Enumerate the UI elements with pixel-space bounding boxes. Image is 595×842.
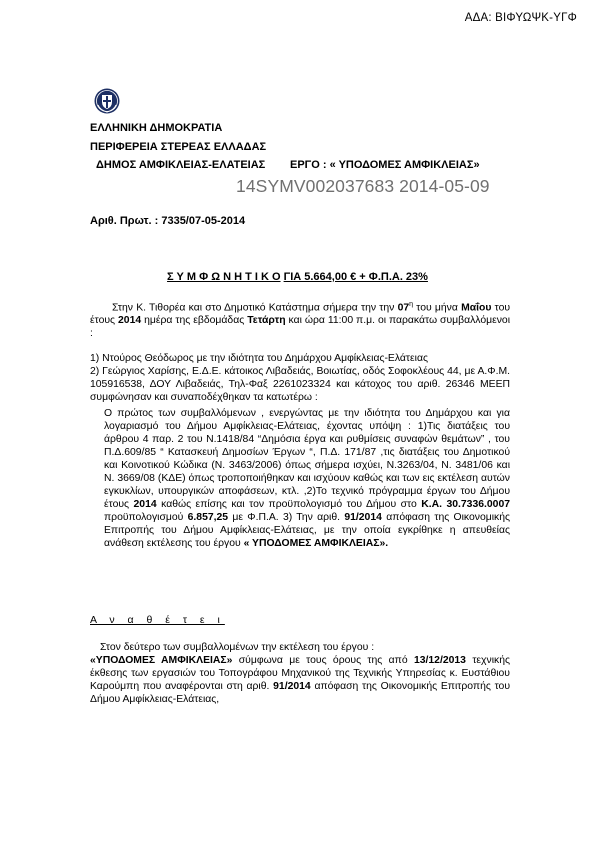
party-1: 1) Ντούρος Θεόδωρος με την ιδιότητα του Δημάρχου Αμφίκλειας-Ελάτειας [90,353,428,364]
party-2: 2) Γεώργιος Χαρίσης, Ε.Δ.Ε. κάτοικος Λιβαδειάς, Βοιωτίας, οδός Σοφοκλέους 44, με Α.Φ.Μ. 105916538, ΔΟΥ Λιβαδειάς, Τηλ-Φαξ 2261023324 και κάτοχος του αριθ. 26346 ΜΕΕΠ συμφώνησαν και συναποδέχθηκαν τα κατωτέρω : [90,366,510,403]
closing-report-date: 13/12/2013 [413,655,466,666]
header-republic: ΕΛΛΗΝΙΚΗ ΔΗΜΟΚΡΑΤΙΑ [90,122,223,134]
header-region: ΠΕΡΙΦΕΡΕΙΑ ΣΤΕΡΕΑΣ ΕΛΛΑΔΑΣ [90,141,267,153]
contract-title [0,271,595,283]
contract-title-amount: ΓΙΑ 5.664,00 € + Φ.Π.Α. 23% [283,271,428,283]
budget-code: Κ.Α. 30.7336.0007 [421,499,511,510]
closing-project-name: «ΥΠΟΔΟΜΕΣ ΑΜΦΙΚΛΕΙΑΣ» [90,655,233,666]
intro-day: 07 [397,302,410,314]
closing-decision-number: 91/2014 [273,681,311,692]
intro-weekday: Τετάρτη [247,315,286,327]
contract-title-word: Σ Υ Μ Φ Ω Ν Η Τ Ι Κ Ο [167,271,281,283]
section-heading-anathetei: Α ν α θ έ τ ε ι [90,614,225,626]
ada-code: ΑΔΑ: ΒΙΦΥΩΨΚ-ΥΓΦ [464,12,577,24]
budget-amount: 6.857,25 [187,512,229,523]
closing-paragraph: Στον δεύτερο των συμβαλλομένων την εκτέλεση του έργου : «ΥΠΟΔΟΜΕΣ ΑΜΦΙΚΛΕΙΑΣ» σύμφωνα με τους όρους της από 13/12/2013 τεχνικής έκθεσης των εργασιών του Τοπογράφου Μηχανικού της Τεχνικής Υπηρεσίας κ. Ευστάθιου Καρούμπη που αναφέρονται στη αριθ. 91/2014 απόφαση της Οικονομικής Επιτροπής του Δήμου Αμφίκλειας-Ελάτειας, [90,642,511,705]
greek-coat-of-arms-icon [94,88,120,114]
header-project: ΕΡΓΟ : « ΥΠΟΔΟΜΕΣ ΑΜΦΙΚΛΕΙΑΣ» [290,159,480,171]
decision-number: 91/2014 [344,512,382,523]
registry-stamp: 14SYMV002037683 2014-05-09 [236,176,490,196]
intro-month: Μαΐου [461,302,492,314]
body-paragraph: Ο πρώτος των συμβαλλόμενων , ενεργώντας με την ιδιότητα του Δημάρχου και για λογαριασμό του Δήμου Αμφίκλειας-Ελάτειας, έχοντας υπόψη : 1)Τις διατάξεις του άρθρου 4 παρ. 2 του Ν.1418/84 “Δημόσια έργα και ρυθμίσεις συναφών θεμάτων” , του Π.Δ.609/85 “ Κατασκευή Δημοσίων Έργων “, Π.Δ. 171/87 ,τις διατάξεις του Δημοτικού και Κοινοτικού Κώδικα (Ν. 3463/2006) όπως σήμερα ισχύει, Ν.3263/04, Ν. 3481/06 και Ν. 3669/08 (ΚΔΕ) όπως τροποποιήθηκαν και ισχύουν καθώς και των εις εκτέλεση αυτών εγκυκλίων, υπουργικών αποφάσεων, κτλ. ,2)Το τεχνικό πρόγραμμα έργων του Δήμου έτους 2014 καθώς επίσης και τον προϋπολογισμό του Δήμου στο Κ.Α. 30.7336.0007 προϋπολογισμού 6.857,25 με Φ.Π.Α. 3) Την αριθ. 91/2014 απόφαση της Οικονομικής Επιτροπής του Δήμου Αμφίκλειας-Ελάτειας, με την οποία εγκρίθηκε η απευθείας ανάθεση εκτέλεσης του έργου « ΥΠΟΔΟΜΕΣ ΑΜΦΙΚΛΕΙΑΣ». [104,408,511,549]
project-name: « ΥΠΟΔΟΜΕΣ ΑΜΦΙΚΛΕΙΑΣ». [243,538,389,549]
header-municipality: ΔΗΜΟΣ ΑΜΦΙΚΛΕΙΑΣ-ΕΛΑΤΕΙΑΣ [96,159,266,171]
protocol-number: Αριθ. Πρωτ. : 7335/07-05-2014 [90,215,246,227]
intro-paragraph: Στην Κ. Τιθορέα και στο Δημοτικό Κατάστημα σήμερα την την $07^\eta$ του μήνα Μαΐου του έτους 2014 ημέρα της εβδομάδας Τετάρτη και ώρα 11:00 π.μ. οι παρακάτω συμβαλλόμενοι : [90,301,511,340]
intro-year: 2014 [118,315,142,327]
